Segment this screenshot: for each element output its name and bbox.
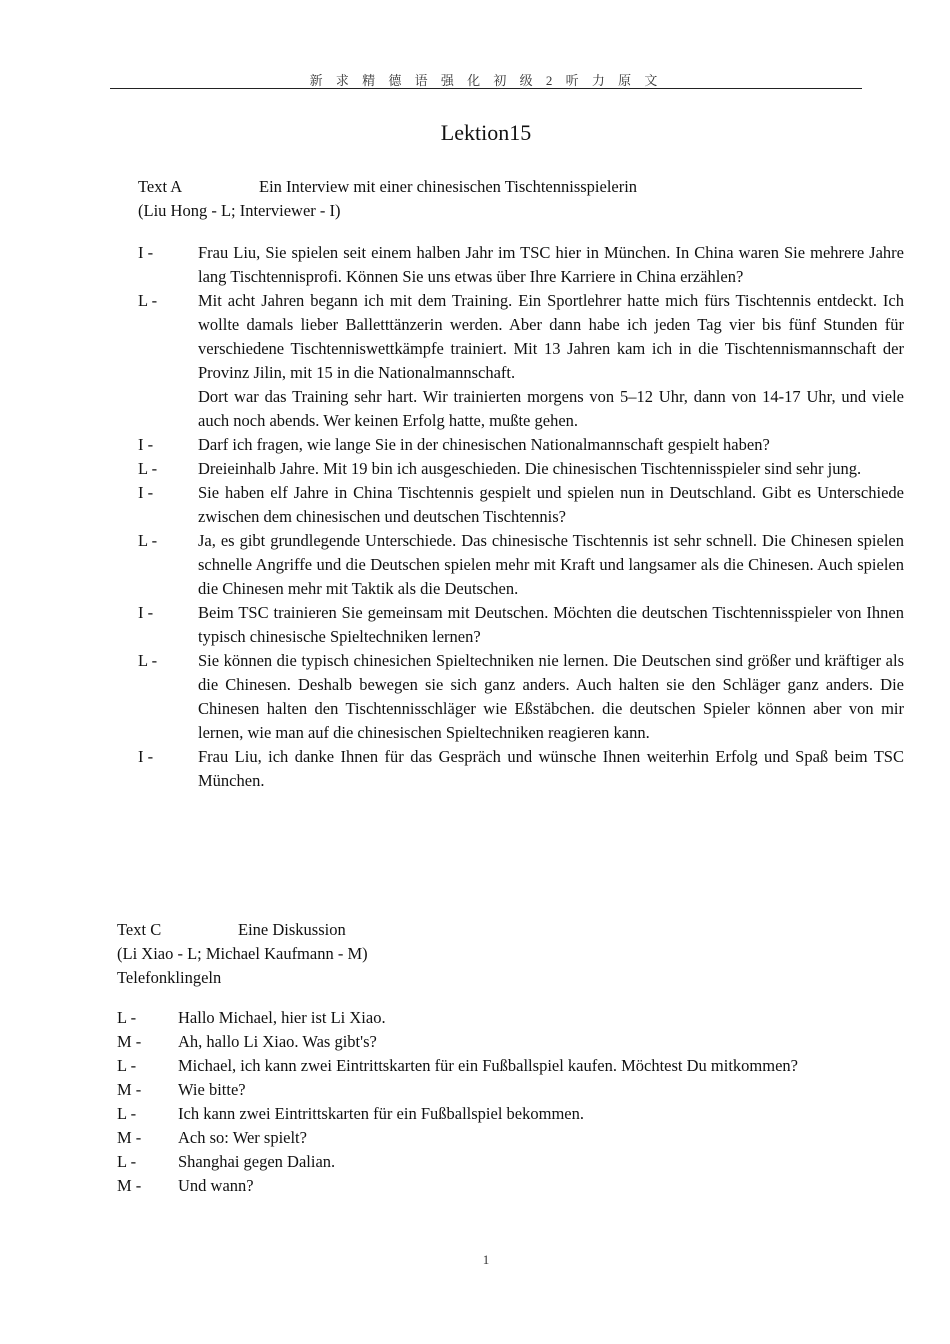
text-c-note: Telefonklingeln (117, 968, 222, 987)
dialogue-turn (138, 433, 904, 457)
text-c-heading (117, 918, 817, 942)
dialogue-turn (117, 1150, 817, 1174)
dialogue-turn (138, 457, 904, 481)
text-a-participants: (Liu Hong - L; Interviewer - I) (138, 201, 341, 220)
utterance (178, 1078, 817, 1102)
speaker-label: L - (138, 459, 158, 478)
dialogue-turn (117, 1102, 817, 1126)
page-number: 1 (482, 1252, 490, 1267)
utterance-paragraph: Darf ich fragen, wie lange Sie in der chinesischen Nationalmannschaft gespielt haben? (198, 435, 770, 454)
utterance-paragraph: Ich kann zwei Eintrittskarten für ein Fußballspiel bekommen. (178, 1104, 584, 1123)
utterance (198, 289, 904, 433)
utterance-paragraph: Ach so: Wer spielt? (178, 1128, 307, 1147)
speaker-label: M - (117, 1032, 142, 1051)
text-c-section (117, 918, 817, 1198)
utterance-paragraph: Frau Liu, Sie spielen seit einem halben Jahr im TSC hier in München. In China waren Sie mehrere Jahre lang Tischtennisprofi. Können Sie uns etwas über Ihre Karriere in China erzählen? (198, 243, 904, 286)
speaker-label: I - (138, 603, 154, 622)
dialogue-turn (138, 289, 904, 433)
dialogue-turn (117, 1006, 817, 1030)
utterance (178, 1102, 817, 1126)
speaker-label: M - (117, 1080, 142, 1099)
utterance-paragraph: Mit acht Jahren begann ich mit dem Training. Ein Sportlehrer hatte mich fürs Tischtennis entdeckt. Ich wollte damals lieber Balletttänzerin werden. Aber dann habe ich jeden Tag vier bis fünf Stunden für verschiedene Tischtenniswettkämpfe trainiert. Mit 13 Jahren kam ich in die Tischtennismannschaft der Provinz Jilin, mit 15 in die Nationalmannschaft. (198, 291, 904, 382)
lesson-title: Lektion15 (440, 120, 532, 145)
utterance-paragraph: Beim TSC trainieren Sie gemeinsam mit Deutschen. Möchten die deutschen Tischtennisspieler von Ihnen typisch chinesische Spieltechniken lernen? (198, 603, 904, 646)
dialogue-turn (117, 1126, 817, 1150)
utterance (198, 433, 904, 457)
speaker-label: L - (117, 1152, 137, 1171)
text-c-participants: (Li Xiao - L; Michael Kaufmann - M) (117, 944, 368, 963)
utterance-paragraph: Frau Liu, ich danke Ihnen für das Gespräch und wünsche Ihnen weiterhin Erfolg und Spaß beim TSC München. (198, 747, 904, 790)
speaker-label: I - (138, 747, 154, 766)
text-a-title: Ein Interview mit einer chinesischen Tischtennisspielerin (259, 177, 638, 196)
dialogue-turn (117, 1174, 817, 1198)
dialogue-turn (138, 649, 904, 745)
utterance (178, 1174, 817, 1198)
utterance (198, 529, 904, 601)
utterance-paragraph: Ah, hallo Li Xiao. Was gibt's? (178, 1032, 377, 1051)
utterance (198, 457, 904, 481)
dialogue-turn (138, 241, 904, 289)
utterance (178, 1006, 817, 1030)
utterance (178, 1054, 817, 1078)
speaker-label: I - (138, 435, 154, 454)
utterance (198, 649, 904, 745)
utterance (198, 481, 904, 529)
header-rule (110, 88, 862, 89)
speaker-label: L - (138, 651, 158, 670)
speaker-label: M - (117, 1128, 142, 1147)
text-c-code: Text C (117, 920, 162, 939)
utterance-paragraph: Shanghai gegen Dalian. (178, 1152, 336, 1171)
utterance-paragraph: Dreieinhalb Jahre. Mit 19 bin ich ausgeschieden. Die chinesischen Tischtennisspieler sind sehr jung. (198, 459, 862, 478)
text-c-title: Eine Diskussion (238, 920, 346, 939)
utterance-paragraph: Wie bitte? (178, 1080, 246, 1099)
speaker-label: L - (117, 1056, 137, 1075)
speaker-label: I - (138, 483, 154, 502)
text-a-heading (138, 175, 904, 199)
utterance-paragraph: Ja, es gibt grundlegende Unterschiede. Das chinesische Tischtennis ist sehr schnell. Die Chinesen spielen schnelle Angriffe und die Deutschen spielen mehr mit Kraft und langsamer als die Chinesen. Auch spielen die Chinesen mehr mit Taktik als die Deutschen. (198, 531, 904, 598)
dialogue-turn (138, 529, 904, 601)
speaker-label: M - (117, 1176, 142, 1195)
dialogue-turn (138, 481, 904, 529)
utterance (178, 1150, 817, 1174)
utterance (178, 1126, 817, 1150)
dialogue-turn (117, 1030, 817, 1054)
speaker-label: I - (138, 243, 154, 262)
speaker-label: L - (138, 531, 158, 550)
speaker-label: L - (117, 1008, 137, 1027)
utterance-paragraph: Und wann? (178, 1176, 254, 1195)
utterance-paragraph: Dort war das Training sehr hart. Wir trainierten morgens von 5–12 Uhr, dann von 14-17 Uhr, und viele auch noch abends. Wer keinen Erfolg hatte, mußte gehen. (198, 387, 904, 430)
utterance (198, 601, 904, 649)
text-c-dialogue (117, 1006, 817, 1198)
utterance-paragraph: Sie haben elf Jahre in China Tischtennis gespielt und spielen nun in Deutschland. Gibt es Unterschiede zwischen dem chinesischen und deutschen Tischtennis? (198, 483, 904, 526)
running-header: 新 求 精 德 语 强 化 初 级 2 听 力 原 文 (309, 73, 663, 88)
utterance-paragraph: Sie können die typisch chinesichen Spieltechniken nie lernen. Die Deutschen sind größer und kräftiger als die Chinesen. Deshalb bewegen sie sich ganz anders. Auch halten sie den Schläger ganz anders. Die Chinesen halten den Tischtennisschläger wie Eßstäbchen. die deutschen Spieler können aber von mir lernen, wie man auf die chinesischen Spieltechniken reagieren kann. (198, 651, 904, 742)
utterance (178, 1030, 817, 1054)
dialogue-turn (138, 601, 904, 649)
dialogue-turn (138, 745, 904, 793)
dialogue-turn (117, 1054, 817, 1078)
speaker-label: L - (117, 1104, 137, 1123)
speaker-label: L - (138, 291, 158, 310)
utterance-paragraph: Michael, ich kann zwei Eintrittskarten für ein Fußballspiel kaufen. Möchtest Du mitkommen? (178, 1056, 798, 1075)
text-a-code: Text A (138, 177, 183, 196)
utterance (198, 241, 904, 289)
text-a-section (138, 175, 904, 793)
text-a-dialogue (138, 241, 904, 793)
utterance-paragraph: Hallo Michael, hier ist Li Xiao. (178, 1008, 386, 1027)
dialogue-turn (117, 1078, 817, 1102)
utterance (198, 745, 904, 793)
